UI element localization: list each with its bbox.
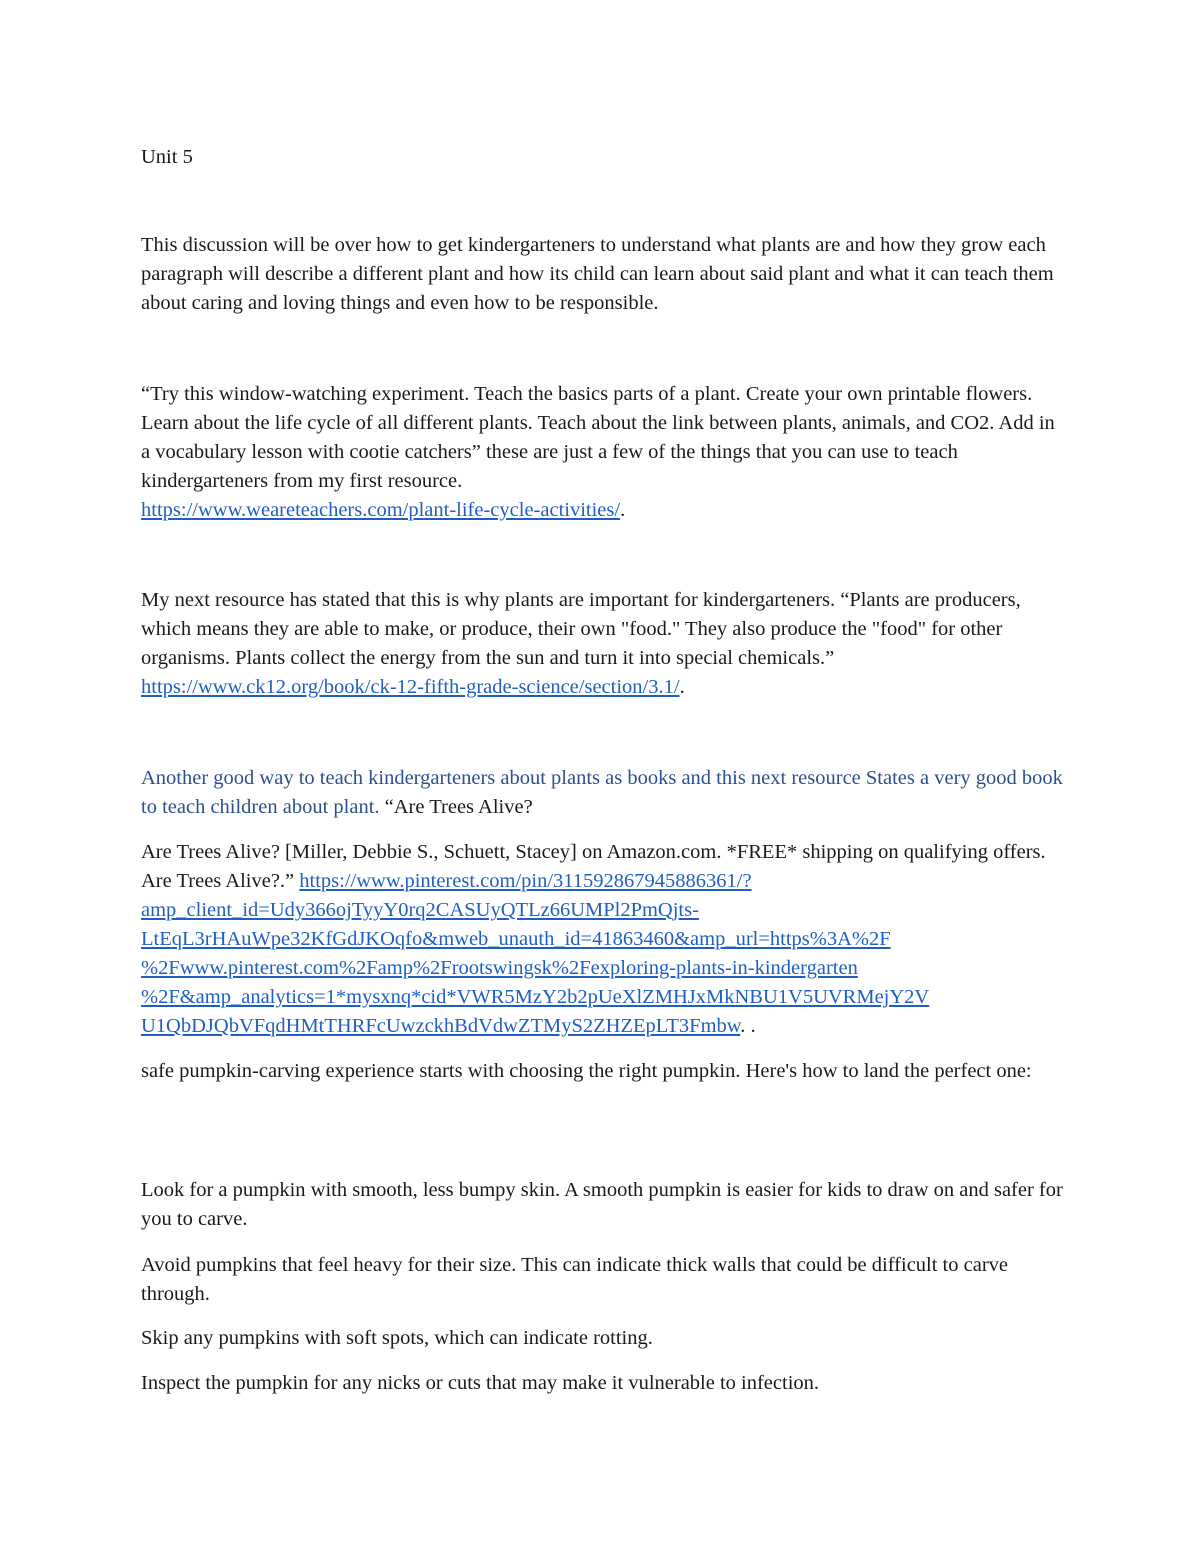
- resource1-text: “Try this window-watching experiment. Teach the basics parts of a plant. Create your own printable flowers. Learn about the life cycle of all different plants. Teach about the link between plants, animals, and CO2. Add in a vocabulary lesson with cootie catchers” these are just a few of the things that you can use to teach kindergarteners from my first resource.: [141, 383, 1055, 492]
- intro-paragraph: This discussion will be over how to get kindergarteners to understand what plants are and how they grow each paragraph will describe a different plant and how its child can learn about said plant and what it can teach them about caring and loving things and even how to be responsible.: [141, 234, 1054, 314]
- resource3-link-line6: U1QbDJQbVFqdHMtTHRFcUwzckhBdVdwZTMyS2ZHZEpLT3Fmbw: [141, 1015, 741, 1037]
- pumpkin-tip-3: Skip any pumpkins with soft spots, which can indicate rotting.: [141, 1327, 653, 1349]
- pumpkin-tip-4: Inspect the pumpkin for any nicks or cuts that may make it vulnerable to infection.: [141, 1372, 820, 1394]
- resource3-body-text: Are Trees Alive? [Miller, Debbie S., Schuett, Stacey] on Amazon.com. *FREE* shipping on qualifying offers. Are Trees Alive?.”: [141, 841, 1046, 892]
- resource3-body-paragraph: [141, 838, 1056, 1041]
- resource1-link[interactable]: https://www.weareteachers.com/plant-life-cycle-activities/: [141, 499, 621, 521]
- resource3-link-line4: %2Fwww.pinterest.com%2Famp%2Frootswingsk%2Fexploring-plants-in-kindergarten: [141, 957, 858, 979]
- pumpkin-intro-paragraph: safe pumpkin-carving experience starts with choosing the right pumpkin. Here's how to land the perfect one:: [141, 1060, 1032, 1082]
- resource2-text: My next resource has stated that this is why plants are important for kindergarteners. “Plants are producers, which means they are able to make, or produce, their own "food." They also produce the "food" for other organisms. Plants collect the energy from the sun and turn it into special chemicals.”: [141, 589, 1021, 669]
- resource2-link[interactable]: https://www.ck12.org/book/ck-12-fifth-grade-science/section/3.1/: [141, 676, 680, 698]
- resource2-paragraph: [141, 586, 1066, 702]
- document-title: Unit 5: [141, 146, 193, 168]
- resource3-link[interactable]: [141, 870, 929, 1037]
- pumpkin-tip-2: Avoid pumpkins that feel heavy for their size. This can indicate thick walls that could be difficult to carve through.: [141, 1254, 1009, 1305]
- resource2-suffix: .: [679, 676, 685, 698]
- resource3-intro-paragraph: [141, 764, 1066, 822]
- resource3-intro-black: “Are Trees Alive?: [379, 796, 533, 818]
- resource3-link-line1: https://www.pinterest.com/pin/311592867945886361/?: [299, 870, 752, 892]
- resource1-paragraph: [141, 380, 1066, 525]
- resource3-intro-blue: Another good way to teach kindergarteners about plants as books and this next resource States a very good book to teach children about plant.: [141, 767, 1063, 818]
- resource3-link-line2: amp_client_id=Udy366ojTyyY0rq2CASUyQTLz66UMPl2PmQjts-: [141, 899, 699, 921]
- resource1-suffix: .: [620, 499, 626, 521]
- pumpkin-tip-1: Look for a pumpkin with smooth, less bumpy skin. A smooth pumpkin is easier for kids to draw on and safer for you to carve.: [141, 1179, 1063, 1230]
- resource3-link-line3: LtEqL3rHAuWpe32KfGdJKOqfo&mweb_unauth_id=41863460&amp_url=https%3A%2F: [141, 928, 891, 950]
- resource3-link-line5: %2F&amp_analytics=1*mysxnq*cid*VWR5MzY2b2pUeXlZMHJxMkNBU1V5UVRMejY2V: [141, 986, 930, 1008]
- resource3-suffix: . .: [740, 1015, 756, 1037]
